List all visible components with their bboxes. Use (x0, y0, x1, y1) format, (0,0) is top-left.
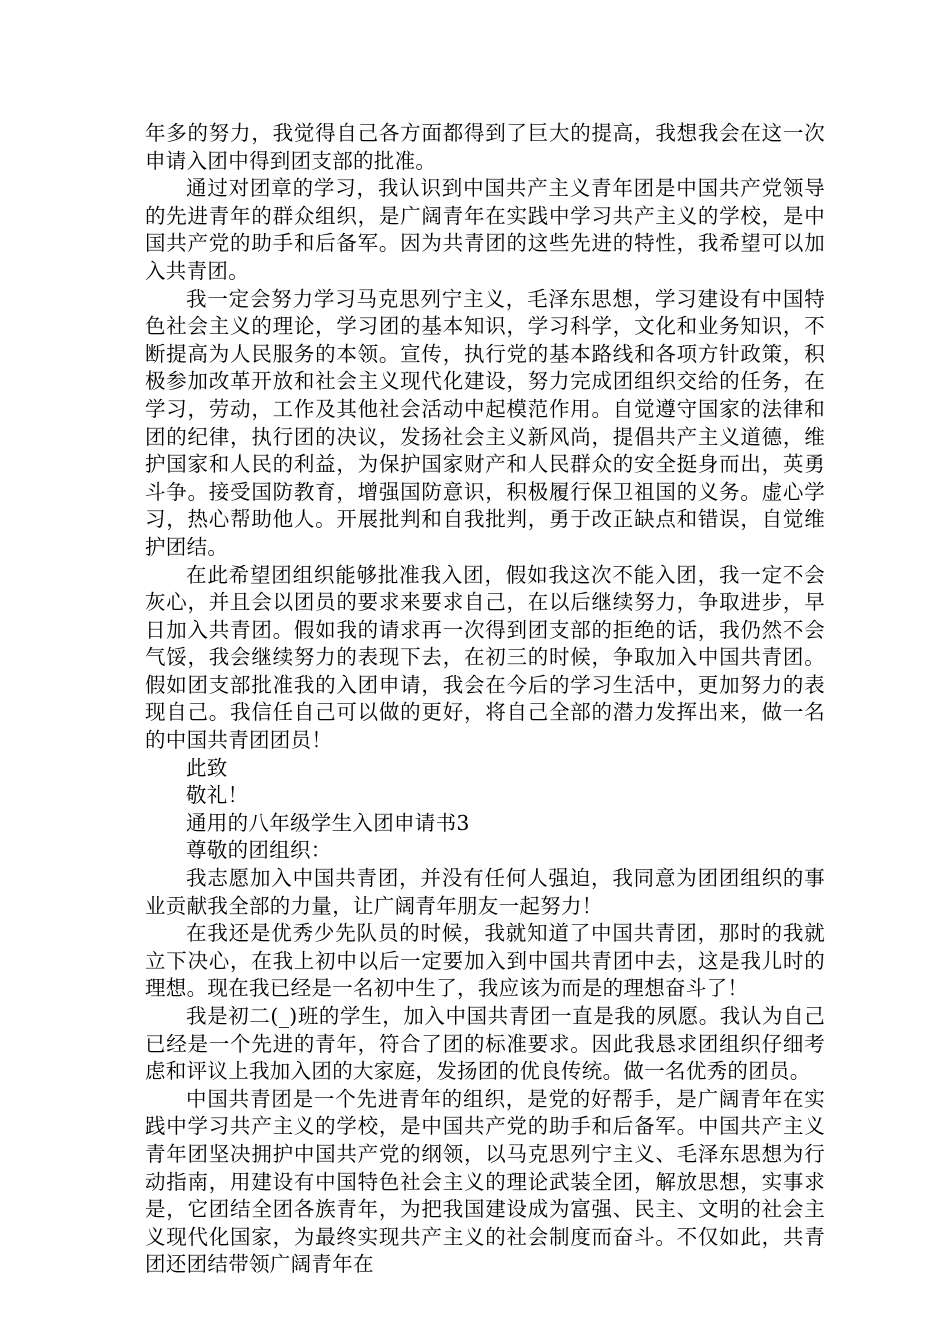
section-title: 通用的八年级学生入团申请书3 (186, 810, 470, 835)
paragraph-continuation: 年多的努力，我觉得自己各方面都得到了巨大的提高，我想我会在这一次申请入团中得到团支部的批准。 (145, 121, 825, 173)
paragraph: 通过对团章的学习，我认识到中国共产主义青年团是中国共产党领导的先进青年的群众组织，是广阔青年在实践中学习共产主义的学校，是中国共产党的助手和后备军。因为共青团的这些先进的特性，我希望可以加入共青团。 (145, 176, 825, 283)
closing-regards: 敬礼！ (186, 783, 249, 808)
document-page (145, 120, 825, 1279)
letter-greeting: 尊敬的团组织： (186, 838, 332, 863)
paragraph: 我志愿加入中国共青团，并没有任何人强迫，我同意为团团组织的事业贡献我全部的力量，让广阔青年朋友一起努力！ (145, 866, 825, 918)
paragraph: 我是初二(_)班的学生，加入中国共青团一直是我的夙愿。我认为自己已经是一个先进的青年，符合了团的标准要求。因此我恳求团组织仔细考虑和评议上我加入团的大家庭，发扬团的优良传统。做一名优秀的团员。 (145, 1004, 825, 1084)
paragraph: 我一定会努力学习马克思列宁主义，毛泽东思想，学习建设有中国特色社会主义的理论，学习团的基本知识，学习科学，文化和业务知识，不断提高为人民服务的本领。宣传，执行党的基本路线和各项方针政策，积极参加改革开放和社会主义现代化建设，努力完成团组织交给的任务，在学习，劳动，工作及其他社会活动中起模范作用。自觉遵守国家的法律和团的纪律，执行团的决议，发扬社会主义新风尚，提倡共产主义道德，维护国家和人民的利益，为保护国家财产和人民群众的安全挺身而出，英勇斗争。接受国防教育，增强国防意识，积极履行保卫祖国的义务。虚心学习，热心帮助他人。开展批判和自我批判，勇于改正缺点和错误，自觉维护团结。 (145, 286, 825, 559)
paragraph: 在我还是优秀少先队员的时候，我就知道了中国共青团，那时的我就立下决心，在我上初中以后一定要加入到中国共青团中去，这是我儿时的理想。现在我已经是一名初中生了，我应该为而是的理想奋斗了！ (145, 921, 825, 1001)
closing-salutation: 此致 (186, 755, 228, 780)
paragraph: 中国共青团是一个先进青年的组织，是党的好帮手，是广阔青年在实践中学习共产主义的学校，是中国共产党的助手和后备军。中国共产主义青年团坚决拥护中国共产党的纲领，以马克思列宁主义、毛泽东思想为行动指南，用建设有中国特色社会主义的理论武装全团，解放思想，实事求是，它团结全团各族青年，为把我国建设成为富强、民主、文明的社会主义现代化国家，为最终实现共产主义的社会制度而奋斗。不仅如此，共青团还团结带领广阔青年在 (145, 1086, 825, 1277)
paragraph: 在此希望团组织能够批准我入团，假如我这次不能入团，我一定不会灰心，并且会以团员的要求来要求自己，在以后继续努力，争取进步，早日加入共青团。假如我的请求再一次得到团支部的拒绝的话，我仍然不会气馁，我会继续努力的表现下去，在初三的时候，争取加入中国共青团。假如团支部批准我的入团申请，我会在今后的学习生活中，更加努力的表现自己。我信任自己可以做的更好，将自己全部的潜力发挥出来，做一名的中国共青团团员！ (145, 562, 825, 753)
